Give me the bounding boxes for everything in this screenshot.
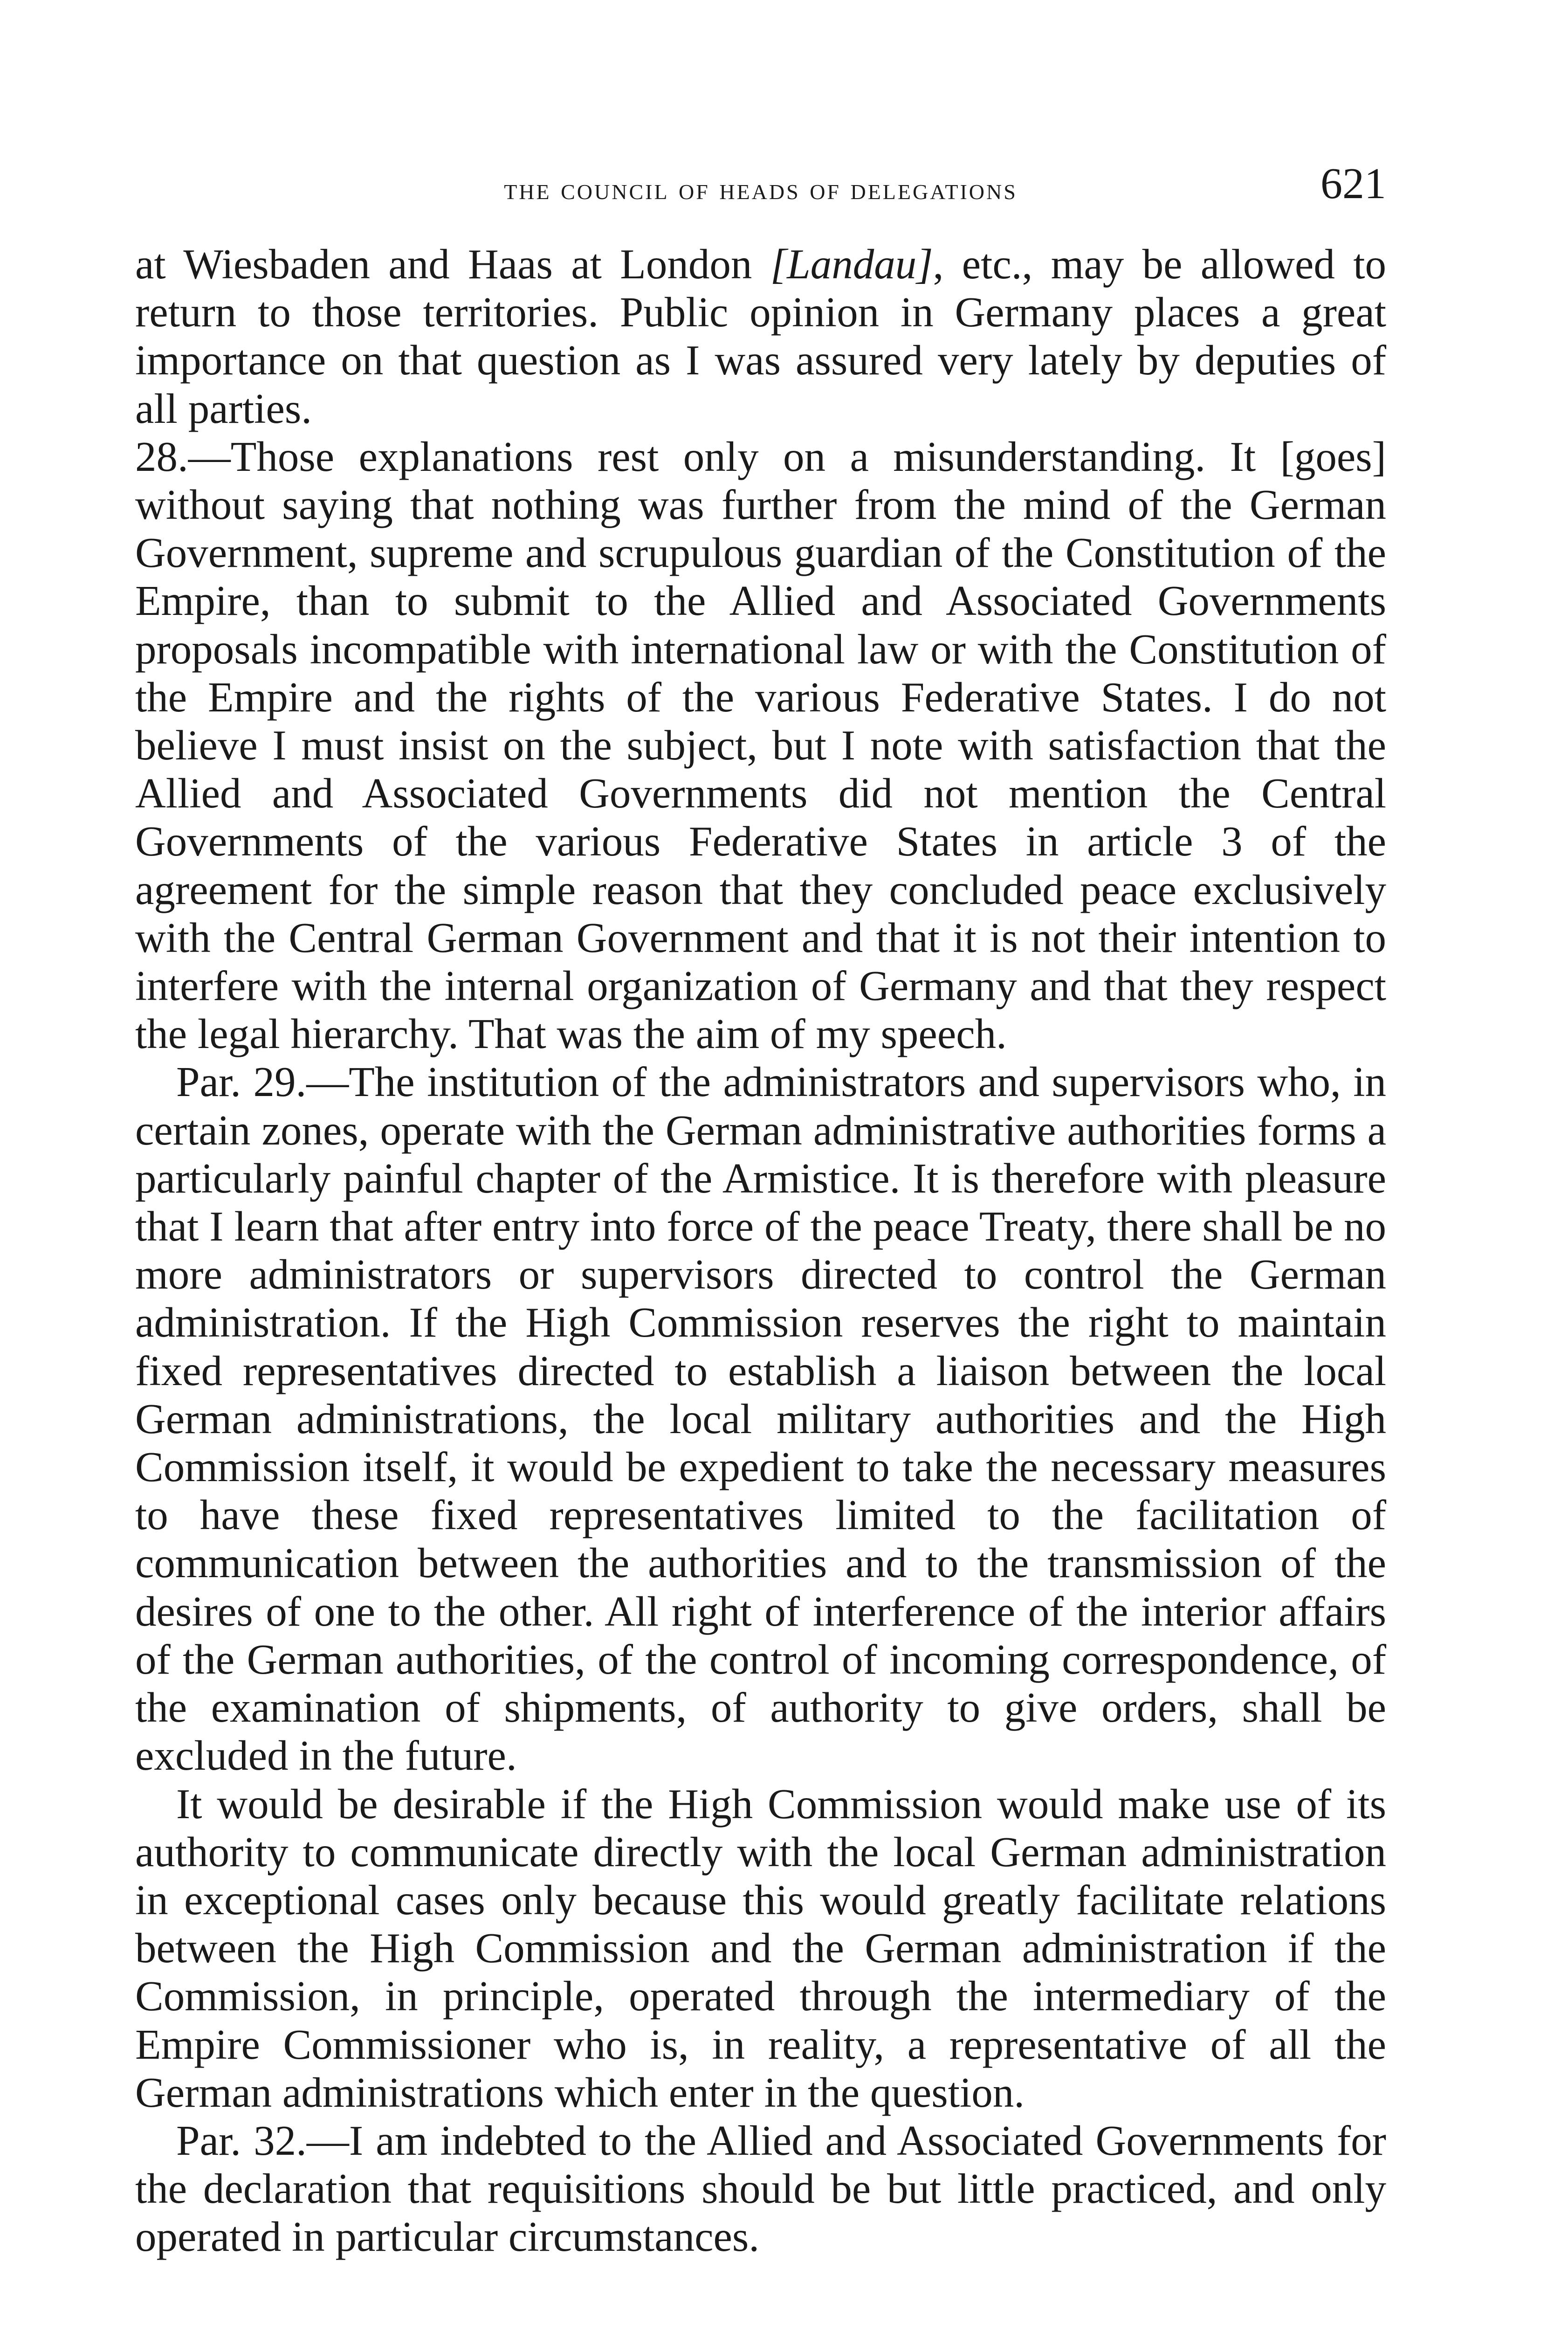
running-title: the council of heads of delegations [504, 172, 1018, 206]
running-head [135, 159, 1386, 219]
paragraph-par-29: Par. 29.—The institution of the administrators and supervisors who, in certain zones, operate with the German administrative authorities forms a particularly painful chapter of the Armistice. It is therefore with pleasure that I learn that after entry into force of the peace Treaty, there shall be no more administrators or supervisors directed to control the German administration. If the High Commission reserves the right to maintain fixed representatives directed to establish a liaison between the local German administrations, the local military authorities and the High Commission itself, it would be expedient to take the necessary measures to have these fixed representatives limited to the facilitation of communication between the authorities and to the transmission of the desires of one to the other. All right of interference of the interior affairs of the German authorities, of the control of incoming correspondence, of the examination of shipments, of authority to give orders, shall be excluded in the future. [135, 1058, 1386, 1779]
paragraph-text: at Wiesbaden and Haas at London [135, 241, 770, 288]
page-number: 621 [1320, 159, 1386, 208]
paragraph-continuation [135, 240, 1386, 433]
body-text [135, 240, 1386, 2261]
paragraph-high-commission: It would be desirable if the High Commission would make use of its authority to communicate directly with the local German administration in exceptional cases only because this would greatly facilitate relations between the High Commission and the German administration if the Commission, in principle, operated through the intermediary of the Empire Commissioner who is, in reality, a representative of all the German administrations which enter in the question. [135, 1780, 1386, 2116]
paragraph-text: , etc., may be allowed to return to those territories. Public opinion in Germany places a great importance on that question as I was assured very lately by deputies of all parties. [135, 241, 1386, 432]
paragraph-28: 28.—Those explanations rest only on a misunderstanding. It [goes] without saying that nothing was further from the mind of the German Government, supreme and scrupulous guardian of the Constitution of the Empire, than to submit to the Allied and Associated Governments proposals incompatible with international law or with the Constitution of the Empire and the rights of the various Federative States. I do not believe I must insist on the subject, but I note with satisfaction that the Allied and Associated Governments did not mention the Central Governments of the various Federative States in article 3 of the agreement for the simple reason that they concluded peace exclusively with the Central German Government and that it is not their intention to interfere with the internal organization of Germany and that they respect the legal hierarchy. That was the aim of my speech. [135, 433, 1386, 1058]
bracketed-insertion: [Landau] [770, 241, 933, 288]
paragraph-par-32: Par. 32.—I am indebted to the Allied and Associated Governments for the declaration that requisitions should be but little practiced, and only operated in particular circumstances. [135, 2117, 1386, 2261]
